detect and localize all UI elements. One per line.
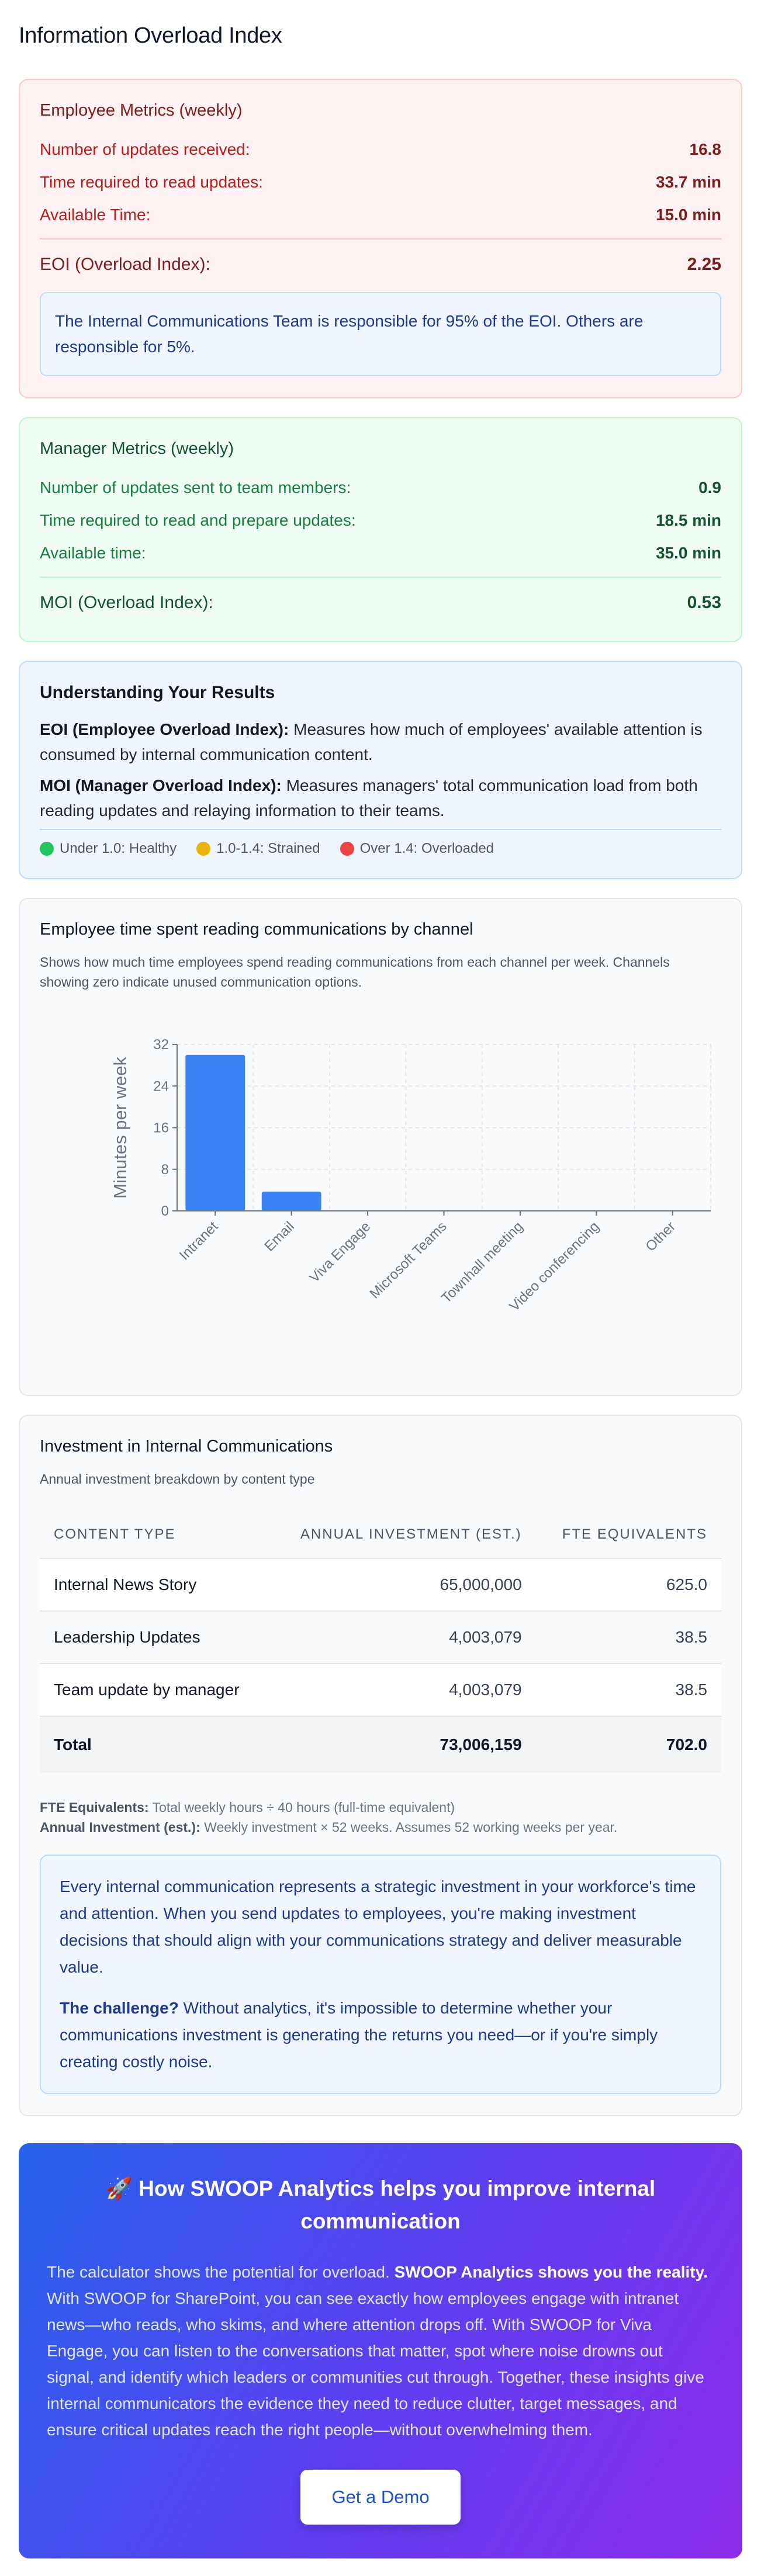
eoi-responsibility-note: The Internal Communications Team is responsible for 95% of the EOI. Others are responsible for 5%. [40,292,721,376]
fte-cell: 625.0 [536,1558,721,1611]
moi-term: MOI (Manager Overload Index): [40,776,282,794]
eoi-explanation [40,717,721,767]
channel-chart-card [19,898,742,1396]
metric-value: 0.9 [698,478,721,497]
chart-container [40,998,721,1383]
column-header-fte: FTE EQUIVALENTS [536,1511,721,1558]
total-label-cell: Total [40,1716,269,1773]
bar [262,1192,321,1211]
moi-value: 0.53 [687,593,721,612]
chart-title: Employee time spent reading communications by channel [40,920,473,939]
annual-footnote [40,1817,721,1837]
x-tick-label: Intranet [176,1218,222,1263]
table-footnotes [40,1797,721,1837]
legend-label: Under 1.0: Healthy [60,841,177,856]
manager-available-time-row [40,544,721,563]
investment-table [40,1511,721,1773]
y-tick-label: 24 [153,1078,169,1095]
metric-value: 18.5 min [655,511,721,529]
table-total-row [40,1716,721,1773]
get-demo-button[interactable]: Get a Demo [300,2470,461,2525]
status-legend [40,829,721,857]
eoi-total-row [40,255,721,275]
promo-title: 🚀 How SWOOP Analytics helps you improve internal communication [105,2176,656,2233]
chart-subtitle: Shows how much time employees spend reading communications from each channel per week. Channels showing zero indicate unused communication options. [40,954,670,990]
channel-bar-chart [40,998,720,1383]
swoop-promo-banner [19,2143,742,2558]
promo-body [47,2259,714,2443]
employee-updates-received-row [40,140,721,159]
y-axis-label: Minutes per week [110,1057,130,1199]
investment-cell: 65,000,000 [269,1558,536,1611]
metric-label: Time required to read updates: [40,173,263,191]
fte-cell: 38.5 [536,1664,721,1716]
metric-value: 35.0 min [655,544,721,562]
legend-healthy [40,841,177,857]
x-tick-label: Email [261,1218,298,1255]
divider [40,238,721,239]
employee-read-time-row [40,173,721,192]
red-dot-icon [340,842,354,856]
table-row [40,1611,721,1664]
legend-strained [196,841,320,857]
total-fte-cell: 702.0 [536,1716,721,1773]
understanding-results-heading: Understanding Your Results [40,683,275,702]
yellow-dot-icon [196,842,210,856]
promo-body-bold: SWOOP Analytics shows you the reality. [394,2263,708,2281]
manager-prepare-time-row [40,511,721,530]
promo-body-intro: The calculator shows the potential for overload. [47,2263,395,2281]
metric-value: 33.7 min [655,173,721,191]
metric-label: Available time: [40,544,146,562]
investment-cell: 4,003,079 [269,1611,536,1664]
table-row [40,1558,721,1611]
table-row [40,1664,721,1716]
green-dot-icon [40,842,54,856]
fte-footnote-text: Total weekly hours ÷ 40 hours (full-time equivalent) [148,1800,455,1815]
metric-value: 15.0 min [655,206,721,224]
metric-label: Number of updates received: [40,140,250,158]
x-tick-label: Other [642,1218,679,1255]
bar [185,1055,245,1211]
legend-overloaded [340,841,494,857]
eoi-description: Measures how much of employees' available attention is consumed by internal communication content. [40,720,703,763]
column-header-annual-investment: ANNUAL INVESTMENT (EST.) [269,1511,536,1558]
challenge-text: Without analytics, it's impossible to determine whether your communications investment is generating the returns you need—or if you're simply creating costly noise. [60,1999,658,2071]
x-tick-label: Viva Engage [306,1218,374,1286]
annual-footnote-text: Weekly investment × 52 weeks. Assumes 52 working weeks per year. [200,1820,618,1835]
divider [40,577,721,578]
investment-card [19,1415,742,2116]
moi-total-row [40,593,721,613]
investment-info-paragraph: Every internal communication represents a strategic investment in your workforce's time and attention. When you send updates to employees, you're making investment decisions that should align with your communications strategy and deliver measurable value. [60,1877,696,1976]
legend-label: Over 1.4: Overloaded [359,841,494,856]
employee-metrics-heading: Employee Metrics (weekly) [40,101,243,120]
challenge-paragraph [60,1995,701,2075]
employee-available-time-row [40,206,721,224]
table-header-row [40,1511,721,1558]
content-type-cell: Team update by manager [40,1664,269,1716]
fte-footnote-label: FTE Equivalents: [40,1800,149,1815]
investment-cell: 4,003,079 [269,1664,536,1716]
content-type-cell: Leadership Updates [40,1611,269,1664]
legend-label: 1.0-1.4: Strained [216,841,320,856]
employee-metrics-card [19,79,742,398]
manager-metrics-heading: Manager Metrics (weekly) [40,439,234,458]
promo-body-rest: With SWOOP for SharePoint, you can see exactly how employees engage with intranet news—who reads, who skims, and where attention drops off. With SWOOP for Viva Engage, you can listen to the conversations that matter, spot where noise drowns out signal, and identify which leaders or communities cut through. Together, these insights give internal communicators the evidence they need to reduce clutter, target messages, and ensure critical updates reach the right people—without overwhelming them. [47,2289,704,2439]
y-tick-label: 32 [153,1037,169,1053]
metric-label: Available Time: [40,206,151,224]
y-tick-label: 0 [161,1203,169,1219]
metric-label: Time required to read and prepare updates: [40,511,356,529]
content-type-cell: Internal News Story [40,1558,269,1611]
y-tick-label: 8 [161,1161,169,1178]
manager-updates-sent-row [40,478,721,497]
column-header-content-type: CONTENT TYPE [40,1511,269,1558]
x-tick-label: Video conferencing [506,1218,603,1315]
manager-metrics-card [19,417,742,642]
understanding-results-card [19,661,742,879]
moi-label: MOI (Overload Index): [40,593,213,612]
investment-title: Investment in Internal Communications [40,1437,333,1456]
annual-footnote-label: Annual Investment (est.): [40,1820,200,1835]
y-tick-label: 16 [153,1120,169,1136]
moi-explanation [40,773,721,823]
moi-description: Measures managers' total communication load from both reading updates and relaying information to their teams. [40,776,698,820]
x-tick-label: Microsoft Teams [366,1218,450,1302]
fte-cell: 38.5 [536,1611,721,1664]
page-title: Information Overload Index [19,23,282,48]
x-tick-label: Townhall meeting [438,1218,527,1307]
challenge-label: The challenge? [60,1999,179,2017]
eoi-value: 2.25 [687,255,721,274]
eoi-label: EOI (Overload Index): [40,255,210,274]
investment-info-box [40,1855,721,2094]
eoi-term: EOI (Employee Overload Index): [40,720,289,738]
fte-footnote [40,1797,721,1817]
total-investment-cell: 73,006,159 [269,1716,536,1773]
investment-subtitle: Annual investment breakdown by content type [40,1471,315,1487]
metric-value: 16.8 [689,140,721,158]
metric-label: Number of updates sent to team members: [40,478,351,497]
